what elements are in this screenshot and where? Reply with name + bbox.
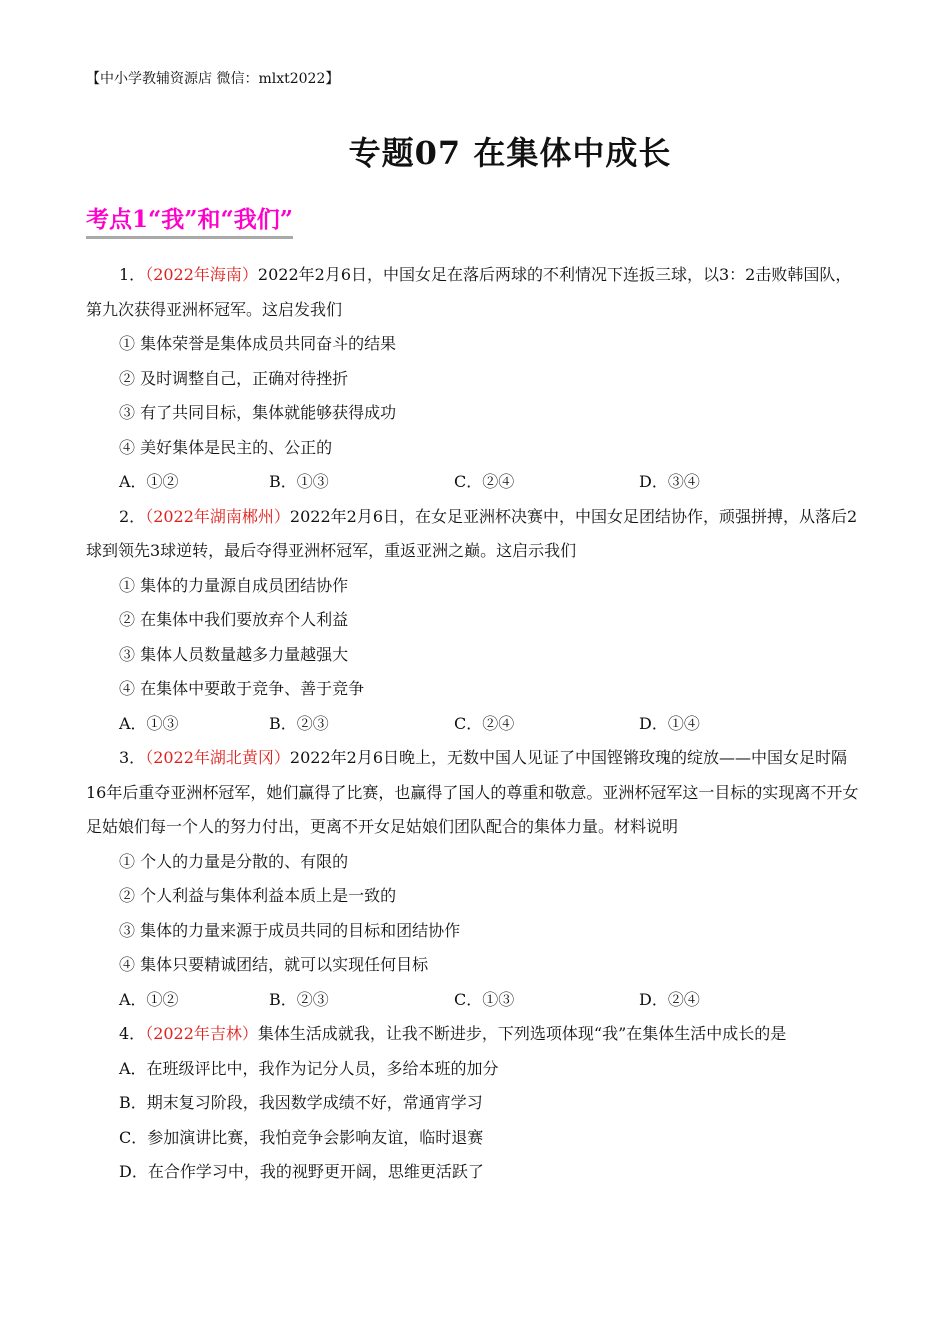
statement-item: ① 集体荣誉是集体成员共同奋斗的结果 [119,334,397,353]
question-text: 2022年2月6日，在女足亚洲杯决赛中，中国女足团结协作，顽强拼搏，从落后2球到领先3球逆转，最后夺得亚洲杯冠军，重返亚洲之巅。这启示我们 [86,506,858,560]
statement-item: ② 在集体中我们要放弃个人利益 [119,610,349,629]
question-4 [86,1017,866,1052]
question-source: （2022年湖南郴州） [145,506,290,526]
statement-item: ③ 集体的力量来源于成员共同的目标和团结协作 [119,920,461,940]
option-a: A．①③ [119,713,179,733]
statement-item: ④ 在集体中要敢于竞争、善于竞争 [119,679,365,698]
question-list [86,258,866,1190]
statement-item: ④ 美好集体是民主的、公正的 [119,437,333,457]
option-b: B．期末复习阶段，我因数学成绩不好，常通宵学习 [119,1093,483,1112]
statement-item: ① 个人的力量是分散的、有限的 [119,851,349,871]
question-source: （2022年湖北黄冈） [145,748,290,767]
answer-options [86,707,866,742]
question-text: 2022年2月6日晚上，无数中国人见证了中国铿锵玫瑰的绽放——中国女足时隔16年后重夺亚洲杯冠军，她们赢得了比赛，也赢得了国人的尊重和敬意。亚洲杯冠军这一目标的实现离不开女足姑娘们每一个人的努力付出，更离不开女足姑娘们团队配合的集体力量。材料说明 [86,748,859,836]
option-d: D．②④ [639,989,700,1009]
statement-item: ① 集体的力量源自成员团结协作 [119,575,349,595]
question-text: 集体生活成就我，让我不断进步，下列选项体现“我”在集体生活中成长的是 [257,1024,787,1043]
page-header: 【中小学教辅资源店 微信：mlxt2022】 [86,71,340,87]
option-d: D．③④ [639,472,700,491]
option-d: D．①④ [639,713,700,733]
statement-item: ② 及时调整自己，正确对待挫折 [119,368,349,388]
option-b: B．①③ [269,472,329,491]
question-number: 1． [119,265,146,284]
option-c: C．参加演讲比赛，我怕竞争会影响友谊，临时退赛 [119,1127,484,1147]
option-a: A．①② [119,472,179,491]
option-b: B．②③ [269,713,329,733]
question-text: 2022年2月6日，中国女足在落后两球的不利情况下连扳三球，以3：2击败韩国队，第九次获得亚洲杯冠军。这启发我们 [86,265,852,319]
option-c: C．②④ [454,472,515,491]
statement-item: ③ 集体人员数量越多力量越强大 [119,644,349,664]
question-number: 3． [119,748,146,767]
option-a: A．①② [119,989,179,1009]
question-source: （2022年吉林） [145,1024,258,1043]
question-1 [86,258,866,327]
question-source: （2022年海南） [145,265,258,284]
statement-item: ③ 有了共同目标，集体就能够获得成功 [119,403,397,422]
option-a: A．在班级评比中，我作为记分人员，多给本班的加分 [119,1058,499,1078]
option-c: C．①③ [454,989,515,1009]
statement-item: ② 个人利益与集体利益本质上是一致的 [119,886,397,905]
option-c: C．②④ [454,713,515,733]
statement-item: ④ 集体只要精诚团结，就可以实现任何目标 [119,955,429,974]
question-3 [86,741,866,845]
question-2 [86,500,866,569]
option-b: B．②③ [269,989,329,1009]
question-number: 2． [119,506,146,526]
question-number: 4． [119,1024,146,1043]
page-title: 专题07 在集体中成长 [348,134,672,172]
option-d: D．在合作学习中，我的视野更开阔，思维更活跃了 [119,1162,484,1181]
section-heading: 考点1“我”和“我们” [86,205,293,239]
answer-options [86,983,866,1018]
answer-options [86,465,866,500]
